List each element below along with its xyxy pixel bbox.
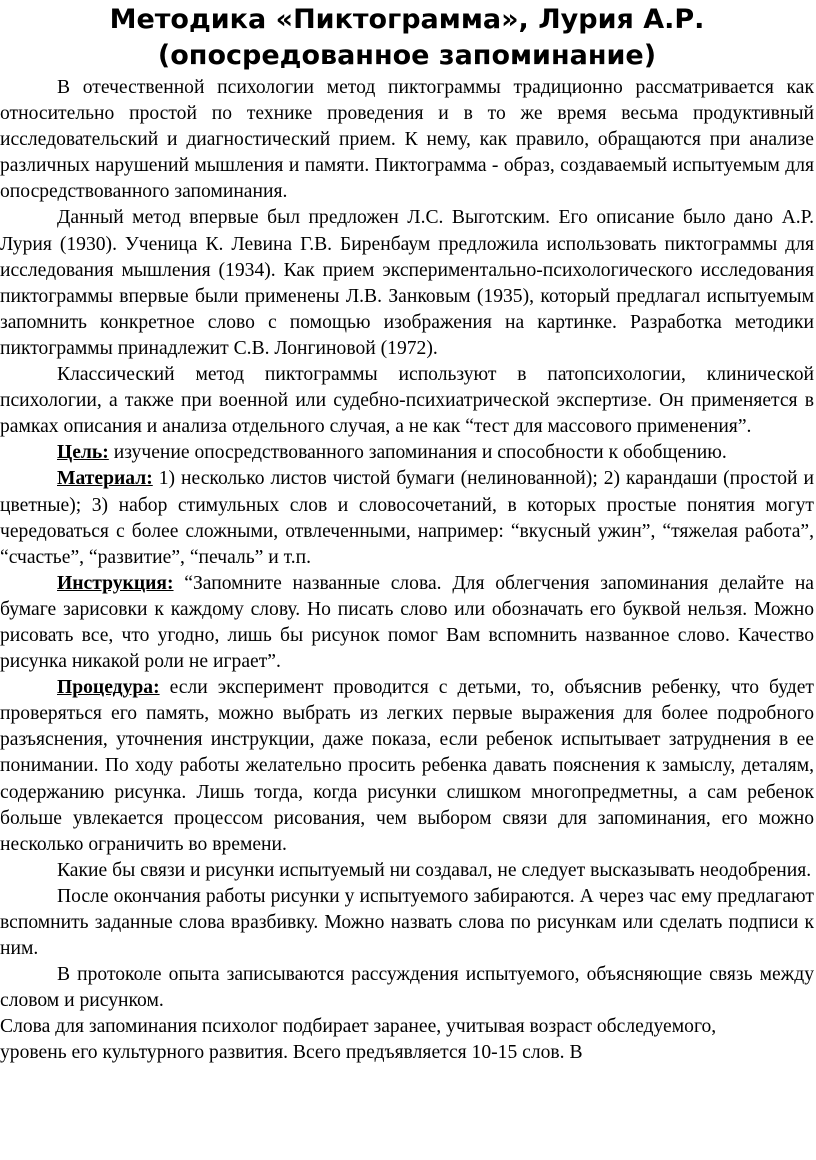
paragraph-history: Данный метод впервые был предложен Л.С. Выготским. Его описание было дано А.Р. Лурия (1930). Ученица К. Левина Г.В. Биренбаум предложила использовать пиктограммы для исследования мышления (1934). Как прием экспериментально-психологического исследования пиктограммы впервые были применены Л.В. Занковым (1935), который предлагал испытуемым запомнить конкретное слово с помощью изображения на картинке. Разработка методики пиктограммы принадлежит С.В. Лонгиновой (1972). <box>0 207 814 359</box>
paragraph-intro: В отечественной психологии метод пиктограммы традиционно рассматривается как относительно простой по технике проведения и в то же время весьма продуктивный исследовательский и диагностический прием. К нему, как правило, обращаются при анализе различных нарушений мышления и памяти. Пиктограмма - образ, создаваемый испытуемым для опосредствованного запоминания. <box>0 77 814 203</box>
paragraph-word-selection-line-1: Слова для запоминания психолог подбирает заранее, учитывая возраст обследуемого, <box>0 1016 717 1038</box>
procedure-text: если эксперимент проводится с детьми, то, объяснив ребенку, что будет проверяться его память, можно выбрать из легких первые выражения для более подробного разъяснения, уточнения инструкции, даже показа, если ребенок испытывает затруднения в ее понимании. По ходу работы желательно просить ребенка давать пояснения к замыслу, деталям, содержанию рисунка. Лишь тогда, когда рисунки слишком многопредметны, а сам ребенок больше увлекается процессом рисования, чем выбором связи для запоминания, его можно несколько ограничить во времени. <box>0 677 814 855</box>
paragraph-protocol: В протоколе опыта записываются рассуждения испытуемого, объясняющие связь между словом и рисунком. <box>0 964 814 1012</box>
goal-text: изучение опосредствованного запоминания и способности к обобщению. <box>108 442 727 464</box>
paragraph-application: Классический метод пиктограммы используют в патопсихологии, клинической психологии, а также при военной или судебно-психиатрической экспертизе. Он применяется в рамках описания и анализа отдельного случая, а не как “тест для массового применения”. <box>0 364 814 438</box>
instruction-label: Инструкция: <box>57 572 174 594</box>
paragraph-word-selection-line-2: уровень его культурного развития. Всего предъявляется 10-15 слов. В <box>0 1042 583 1064</box>
title-line-2: (опосредованное запоминание) <box>157 40 657 71</box>
procedure-label: Процедура: <box>57 677 160 699</box>
title-line-1: Методика «Пиктограмма», Лурия А.Р. <box>109 4 705 35</box>
document-body <box>0 75 814 1067</box>
goal-label: Цель: <box>57 442 109 464</box>
page-title <box>0 0 814 74</box>
paragraph-goal <box>0 440 814 466</box>
paragraph-recall: После окончания работы рисунки у испытуемого забираются. А через час ему предлагают вспомнить заданные слова вразбивку. Можно назвать слова по рисункам или сделать подписи к ним. <box>0 885 814 960</box>
paragraph-no-disapproval: Какие бы связи и рисунки испытуемый ни создавал, не следует высказывать неодобрения. <box>57 859 812 881</box>
material-label: Материал: <box>57 468 153 490</box>
paragraph-material <box>0 466 814 570</box>
instruction-text: “Запомните названные слова. Для облегчения запоминания делайте на бумаге зарисовки к каждому слову. Но писать слово или обозначать его буквой нельзя. Можно рисовать все, что угодно, лишь бы рисунок помог Вам вспомнить названное слово. Качество рисунка никакой роли не играет”. <box>0 572 814 673</box>
material-text: 1) несколько листов чистой бумаги (нелинованной); 2) карандаши (простой и цветные); 3) набор стимульных слов и словосочетаний, в которых простые понятия могут чередоваться с более сложными, отвлеченными, например: “вкусный ужин”, “тяжелая работа”, “счастье”, “развитие”, “печаль” и т.п. <box>0 468 814 568</box>
paragraph-procedure <box>0 675 814 858</box>
paragraph-instruction <box>0 571 814 675</box>
